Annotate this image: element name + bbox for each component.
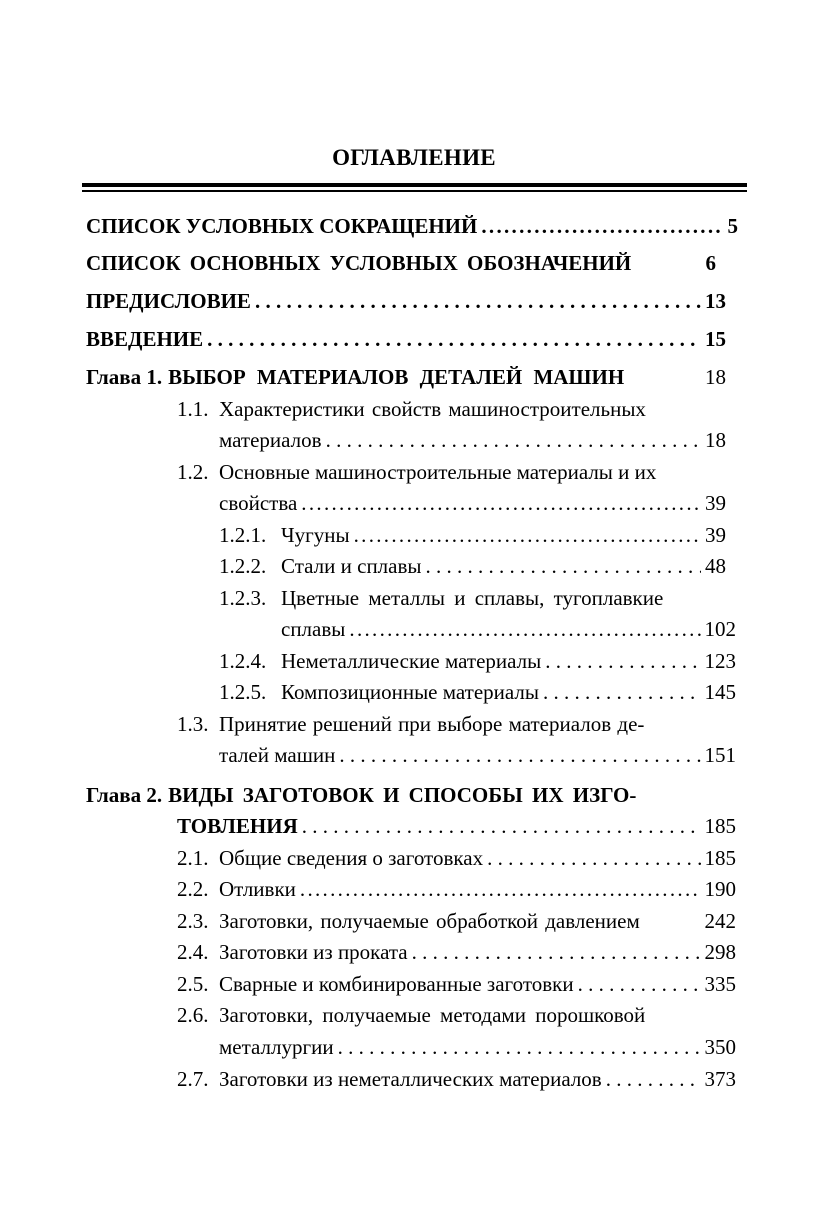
leader-dots: [326, 427, 701, 453]
entry-title: Стали и сплавы: [281, 554, 422, 578]
entry-title-cont: свойства: [219, 491, 298, 515]
leader-dots: [543, 679, 700, 705]
entry-title: Основные машиностроительные материалы и их: [219, 460, 657, 484]
chapter-number: Глава 2.: [86, 783, 163, 807]
leader-dots: [606, 1066, 701, 1092]
toc-entry[interactable]: [86, 326, 726, 352]
entry-page: 6: [705, 251, 716, 275]
entry-page: 15: [705, 327, 726, 351]
entry-page: 123: [704, 649, 736, 673]
entry-title-cont: сплавы: [281, 617, 346, 641]
entry-page: 335: [704, 972, 736, 996]
toc-entry-continuation[interactable]: [219, 1034, 736, 1060]
toc-entry[interactable]: [177, 1002, 645, 1028]
entry-page: 102: [704, 617, 736, 641]
chapter-title: ВЫБОР МАТЕРИАЛОВ ДЕТАЛЕЙ МАШИН: [168, 365, 625, 389]
entry-title-text: СПИСОК ОСНОВНЫХ УСЛОВНЫХ ОБОЗНАЧЕНИЙ: [86, 251, 632, 275]
entry-title: Принятие решений при выборе материалов де-: [219, 712, 645, 736]
entry-number: 2.2.: [177, 877, 209, 901]
entry-page: 242: [704, 909, 736, 933]
leader-dots: [426, 553, 701, 579]
entry-title: Неметаллические материалы: [281, 649, 542, 673]
leader-dots: [354, 522, 701, 548]
entry-number: 1.3.: [177, 712, 209, 736]
entry-number: 2.5.: [177, 972, 209, 996]
toc-entry[interactable]: [177, 845, 736, 871]
leader-dots: [207, 326, 701, 352]
entry-number: 1.2.2.: [219, 554, 267, 578]
entry-title: Общие сведения о заготовках: [219, 846, 484, 870]
entry-number: 2.1.: [177, 846, 209, 870]
entry-number: 1.2.: [177, 460, 209, 484]
entry-title-cont: металлургии: [219, 1035, 334, 1059]
entry-title: Заготовки из неметаллических материалов: [219, 1067, 602, 1091]
toc-entry[interactable]: [177, 459, 656, 485]
toc-entry-continuation[interactable]: [281, 616, 736, 642]
leader-dots: [301, 490, 701, 516]
title-rule-thin: [82, 190, 747, 192]
entry-title-text: Заготовки, получаемые обработкой давлением: [219, 909, 640, 933]
entry-number: 1.2.3.: [219, 586, 267, 610]
entry-page: 145: [704, 680, 736, 704]
entry-page: 39: [705, 523, 726, 547]
entry-title: Сварные и комбинированные заготовки: [219, 972, 574, 996]
entry-title: Отливки: [219, 877, 296, 901]
toc-entry[interactable]: [177, 396, 646, 422]
toc-chapter-continuation[interactable]: [177, 813, 736, 839]
toc-entry-continuation[interactable]: [219, 490, 726, 516]
entry-page: 373: [704, 1067, 736, 1091]
toc-entry[interactable]: [177, 711, 644, 737]
toc-chapter[interactable]: [86, 364, 726, 390]
entry-number: 2.3.: [177, 909, 209, 933]
toc-entry-continuation[interactable]: [219, 742, 736, 768]
toc-chapter[interactable]: [86, 782, 636, 808]
entry-title: Композиционные материалы: [281, 680, 540, 704]
entry-title-cont: талей машин: [219, 743, 336, 767]
entry-title: Заготовки, получаемые методами порошковой: [219, 1003, 646, 1027]
chapter-title-cont: ТОВЛЕНИЯ: [177, 814, 298, 838]
entry-page: 298: [704, 940, 736, 964]
entry-title: ВВЕДЕНИЕ: [86, 327, 204, 351]
entry-title: Заготовки из проката: [219, 940, 408, 964]
entry-title: Характеристики свойств машиностроительных: [219, 397, 646, 421]
entry-page: 48: [705, 554, 726, 578]
chapter-number: Глава 1.: [86, 365, 163, 389]
leader-dots: [545, 648, 700, 674]
entry-page: 13: [705, 289, 726, 313]
title-rule-thick: [82, 183, 747, 187]
entry-title: Чугуны: [281, 523, 350, 547]
entry-page: 350: [704, 1035, 736, 1059]
toc-entry[interactable]: [86, 213, 738, 239]
toc-entry[interactable]: [177, 939, 736, 965]
toc-entry[interactable]: [219, 585, 663, 611]
entry-title-cont: материалов: [219, 428, 322, 452]
toc-entry[interactable]: [177, 876, 736, 902]
leader-dots: [412, 939, 701, 965]
entry-number: 2.7.: [177, 1067, 209, 1091]
entry-title: Цветные металлы и сплавы, тугоплавкие: [281, 586, 664, 610]
entry-page: 18: [705, 428, 726, 452]
entry-page: 151: [704, 743, 736, 767]
entry-title: ПРЕДИСЛОВИЕ: [86, 289, 251, 313]
leader-dots: [578, 971, 701, 997]
toc-entry[interactable]: [177, 1066, 736, 1092]
leader-dots: [338, 1034, 701, 1060]
entry-number: 1.2.5.: [219, 680, 267, 704]
entry-page: 185: [704, 846, 736, 870]
toc-entry[interactable]: [219, 679, 736, 705]
entry-number: 2.6.: [177, 1003, 209, 1027]
chapter-title: ВИДЫ ЗАГОТОВОК И СПОСОБЫ ИХ ИЗГО-: [168, 783, 637, 807]
toc-entry[interactable]: [219, 648, 736, 674]
entry-page: 18: [705, 365, 726, 389]
toc-entry[interactable]: [177, 971, 736, 997]
leader-dots: [255, 288, 701, 314]
toc-entry[interactable]: [219, 522, 726, 548]
leader-dots: [339, 742, 700, 768]
entry-number: 2.4.: [177, 940, 209, 964]
entry-page: 185: [704, 814, 736, 838]
leader-dots: [487, 845, 700, 871]
entry-title: СПИСОК УСЛОВНЫХ СОКРАЩЕНИЙ: [86, 214, 478, 238]
leader-dots: [481, 213, 723, 239]
page-title: ОГЛАВЛЕНИЕ: [332, 145, 496, 170]
toc-entry[interactable]: [86, 250, 716, 276]
leader-dots: [300, 876, 701, 902]
entry-title: [219, 908, 701, 934]
entry-page: 190: [704, 877, 736, 901]
entry-title: [86, 250, 694, 276]
entry-number: 1.2.1.: [219, 523, 267, 547]
leader-dots: [302, 813, 701, 839]
leader-dots: [349, 616, 700, 642]
entry-number: 1.2.4.: [219, 649, 267, 673]
entry-page: 5: [727, 214, 738, 238]
toc-entry[interactable]: [86, 288, 726, 314]
entry-number: 1.1.: [177, 397, 209, 421]
toc-entry[interactable]: [219, 553, 726, 579]
entry-page: 39: [705, 491, 726, 515]
toc-entry-continuation[interactable]: [219, 427, 726, 453]
toc-entry[interactable]: [177, 908, 736, 934]
